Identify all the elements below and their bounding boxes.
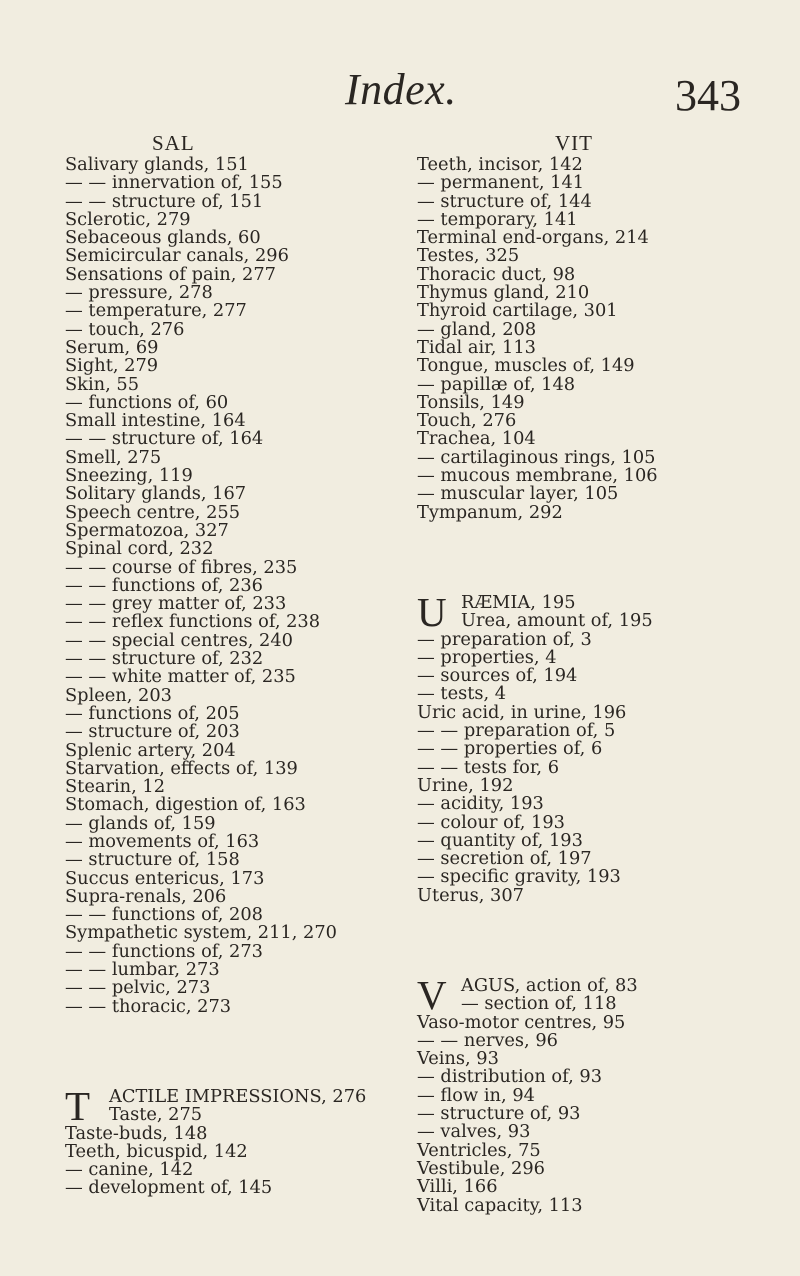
index-entry: — development of, 145: [65, 1177, 273, 1199]
index-entry: Sympathetic system, 211, 270: [65, 922, 337, 944]
guide-word-left: SAL: [152, 131, 195, 155]
index-entry: — — structure of, 232: [65, 648, 264, 670]
index-entry: — — properties of, 6: [417, 738, 603, 760]
index-entry: — specific gravity, 193: [417, 866, 621, 888]
index-entry: Vestibule, 296: [417, 1157, 545, 1179]
index-entry: — acidity, 193: [417, 793, 544, 815]
index-entry: — flow in, 94: [417, 1084, 535, 1106]
index-entry: Teeth, incisor, 142: [417, 154, 583, 175]
index-entry: Testes, 325: [417, 245, 520, 267]
index-entry: — — innervation of, 155: [65, 172, 283, 194]
index-entry: Stomach, digestion of, 163: [65, 794, 306, 816]
section-gap: [65, 1016, 445, 1088]
index-entry: Thoracic duct, 98: [417, 263, 576, 285]
index-entry: — papillæ of, 148: [417, 373, 576, 395]
index-entry: Spermatozoa, 327: [65, 519, 229, 541]
drop-cap-u: U: [417, 588, 447, 635]
index-entry: — quantity of, 193: [417, 829, 583, 851]
index-entry: Terminal end-organs, 214: [417, 227, 649, 249]
index-entry: — — thoracic, 273: [65, 995, 232, 1017]
section-t-start: [65, 1082, 445, 1129]
index-entry: Tonsils, 149: [417, 391, 525, 413]
index-entry: — colour of, 193: [417, 811, 565, 833]
index-entry: Villi, 166: [417, 1176, 498, 1198]
index-entry: — cartilaginous rings, 105: [417, 446, 656, 468]
index-entry: Urine, 192: [417, 774, 514, 796]
index-entry: — mucous membrane, 106: [417, 465, 658, 487]
index-entry: — properties, 4: [417, 646, 557, 668]
index-entry: Speech centre, 255: [65, 501, 241, 523]
index-entry: Tympanum, 292: [417, 501, 563, 523]
index-entry: — secretion of, 197: [417, 848, 592, 870]
index-entry: ACTILE IMPRESSIONS, 276: [109, 1085, 367, 1107]
index-entry: Sensations of pain, 277: [65, 263, 276, 285]
index-entry: Uterus, 307: [417, 884, 524, 906]
index-entry: — — tests for, 6: [417, 756, 560, 778]
index-entry: Uric acid, in urine, 196: [417, 701, 627, 723]
page-number: 343: [675, 71, 741, 120]
index-entry: Sclerotic, 279: [65, 208, 191, 230]
index-entry: Tongue, muscles of, 149: [417, 355, 635, 377]
index-entry: — temperature, 277: [65, 300, 247, 322]
index-entry: — — structure of, 164: [65, 428, 264, 450]
index-entry: — distribution of, 93: [417, 1066, 603, 1088]
section-v-start: [417, 971, 797, 1018]
index-entry: Spinal cord, 232: [65, 538, 214, 560]
index-entry: RÆMIA, 195: [461, 591, 576, 613]
index-entry: — touch, 276: [65, 318, 185, 340]
index-entry: — structure of, 144: [417, 190, 592, 212]
index-entry: Trachea, 104: [417, 428, 536, 450]
guide-word-right: VIT: [555, 131, 593, 155]
index-entry: — structure of, 203: [65, 721, 240, 743]
index-entry: Taste, 275: [109, 1104, 203, 1126]
index-entry: — — functions of, 208: [65, 904, 263, 926]
drop-cap-v: V: [417, 971, 447, 1018]
index-column-right: [417, 156, 797, 1215]
index-entry: Ventricles, 75: [417, 1139, 541, 1161]
entry-list-t: [65, 1122, 445, 1199]
index-entry: Taste-buds, 148: [65, 1122, 208, 1144]
index-entry: — — nerves, 96: [417, 1029, 558, 1051]
index-entry: Small intestine, 164: [65, 410, 246, 432]
index-entry: — — functions of, 273: [65, 940, 263, 962]
index-entry: — sources of, 194: [417, 665, 578, 687]
index-entry: AGUS, action of, 83: [461, 974, 638, 996]
index-entry: Starvation, effects of, 139: [65, 757, 298, 779]
entry-list-v: [417, 1011, 797, 1216]
index-entry: Tidal air, 113: [417, 336, 536, 358]
index-entry: — — special centres, 240: [65, 629, 293, 651]
index-entry: — functions of, 60: [65, 391, 229, 413]
index-entry: — movements of, 163: [65, 830, 260, 852]
index-entry: — canine, 142: [65, 1159, 194, 1181]
index-entry: Smell, 275: [65, 446, 162, 468]
index-entry: — structure of, 158: [65, 849, 240, 871]
index-entry: — — course of fibres, 235: [65, 556, 298, 578]
index-entry: — — reflex functions of, 238: [65, 611, 321, 633]
index-entry: Sight, 279: [65, 355, 159, 377]
index-entry: Touch, 276: [417, 410, 517, 432]
index-entry: — pressure, 278: [65, 282, 213, 304]
index-entry: Sebaceous glands, 60: [65, 227, 261, 249]
index-entry: Vital capacity, 113: [417, 1194, 583, 1216]
index-entry: — — preparation of, 5: [417, 720, 616, 742]
index-column-left: [65, 156, 445, 1198]
section-u-start: [417, 588, 797, 635]
index-entry: Semicircular canals, 296: [65, 245, 289, 267]
entry-list-u: [417, 628, 797, 906]
index-entry: — permanent, 141: [417, 172, 585, 194]
index-entry: Veins, 93: [417, 1048, 499, 1070]
index-entry: Thyroid cartilage, 301: [417, 300, 618, 322]
index-entry: — — lumbar, 273: [65, 959, 220, 981]
index-entry: Solitary glands, 167: [65, 483, 247, 505]
index-entry: — structure of, 93: [417, 1103, 581, 1125]
index-entry: — preparation of, 3: [417, 628, 592, 650]
index-entry: — gland, 208: [417, 318, 537, 340]
index-entry: Spleen, 203: [65, 684, 172, 706]
entry-list-s: [65, 156, 445, 1016]
index-entry: Supra-renals, 206: [65, 885, 227, 907]
index-entry: — valves, 93: [417, 1121, 531, 1143]
index-entry: — functions of, 205: [65, 702, 240, 724]
index-entry: — — white matter of, 235: [65, 666, 296, 688]
drop-cap-t: T: [65, 1082, 91, 1129]
index-entry: — section of, 118: [461, 993, 617, 1015]
index-entry: — — structure of, 151: [65, 190, 264, 212]
index-entry: — temporary, 141: [417, 208, 578, 230]
index-entry: Sneezing, 119: [65, 465, 193, 487]
index-entry: — — pelvic, 273: [65, 977, 211, 999]
index-entry: — — grey matter of, 233: [65, 593, 287, 615]
index-entry: Serum, 69: [65, 336, 159, 358]
index-entry: Thymus gland, 210: [417, 282, 590, 304]
index-entry: Stearin, 12: [65, 776, 166, 798]
index-entry: Skin, 55: [65, 373, 140, 395]
entry-list-t-cont: [417, 156, 797, 522]
index-entry: — glands of, 159: [65, 812, 216, 834]
index-entry: Vaso-motor centres, 95: [417, 1011, 626, 1033]
index-entry: Succus entericus, 173: [65, 867, 265, 889]
section-gap: [417, 905, 797, 977]
index-entry: Salivary glands, 151: [65, 154, 249, 175]
index-entry: Urea, amount of, 195: [461, 610, 653, 632]
index-entry: — muscular layer, 105: [417, 483, 619, 505]
index-entry: Splenic artery, 204: [65, 739, 236, 761]
index-entry: Teeth, bicuspid, 142: [65, 1140, 248, 1162]
index-entry: — — functions of, 236: [65, 574, 263, 596]
index-entry: — tests, 4: [417, 683, 507, 705]
page-title: Index.: [345, 65, 457, 114]
section-gap: [417, 522, 797, 594]
